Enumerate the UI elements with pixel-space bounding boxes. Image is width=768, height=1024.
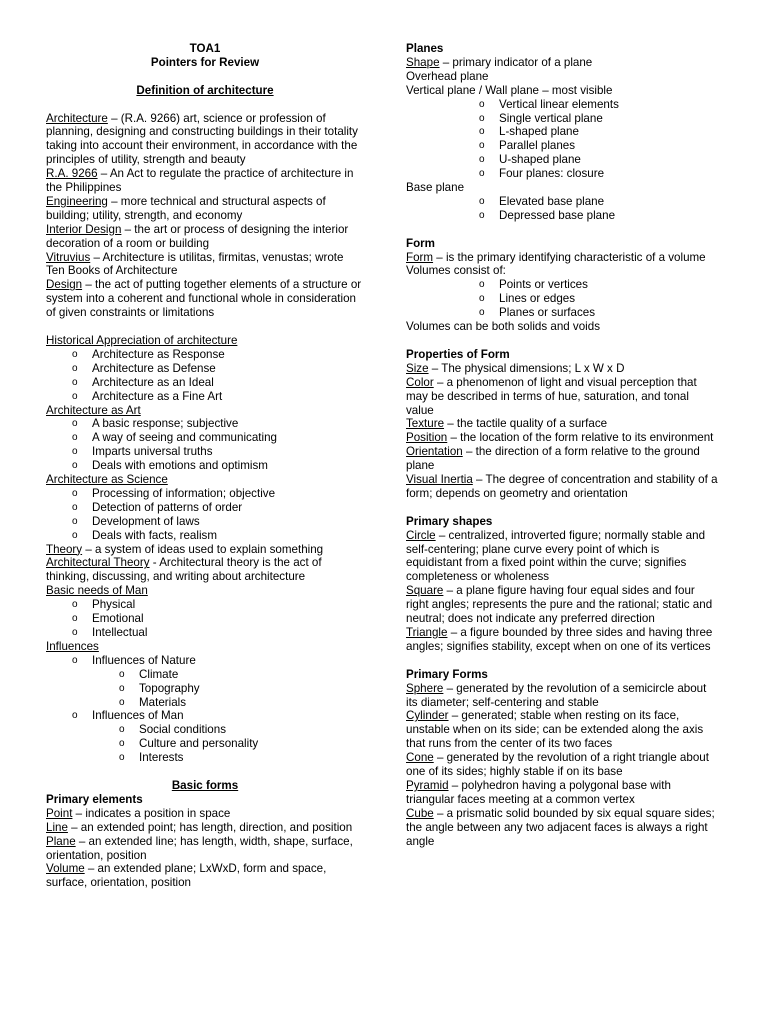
definition-item: [46, 112, 364, 168]
list-item: [406, 139, 718, 153]
bullet-icon: o: [72, 599, 78, 611]
definition-text: – an extended line; has length, width, shape, surface, orientation, position: [46, 834, 353, 862]
definition-text: – The physical dimensions; L x W x D: [428, 361, 625, 375]
definition-term: Volume: [46, 862, 85, 876]
definition-text: – a plane figure having four equal sides and four right angles; represents the pure and the rational; static and neutral; does not indicate any preferred direction: [406, 584, 713, 626]
definition-text: – polyhedron having a polygonal base with triangular faces meeting at a common vertex: [406, 778, 671, 806]
list-item-text: Vertical linear elements: [499, 97, 619, 111]
shape-term: Shape: [406, 55, 440, 69]
bullet-icon: o: [72, 654, 78, 666]
definition-text: – centralized, introverted figure; normally stable and self-centering; plane curve every point of which is equidistant from a fixed point within the curve; signifies completeness or wholeness: [406, 528, 706, 584]
bullet-icon: o: [479, 195, 485, 207]
list-item-text: Architecture as an Ideal: [92, 375, 214, 389]
list-item-text: Points or vertices: [499, 278, 588, 292]
definition-item: [46, 278, 364, 320]
definition-term: Pyramid: [406, 778, 449, 792]
definition-term: Texture: [406, 417, 445, 431]
list-item-text: Imparts universal truths: [92, 445, 213, 459]
definition-text: – more technical and structural aspects of building; utility, strength, and economy: [46, 194, 326, 222]
definition-text: – An Act to regulate the practice of architecture in the Philippines: [46, 167, 354, 195]
arch-theory-definition: [46, 556, 364, 584]
definition-item: [46, 223, 364, 251]
shape-definition: [406, 56, 718, 70]
list-item-text: Processing of information; objective: [92, 486, 276, 500]
list-item-text: Intellectual: [92, 626, 148, 640]
historical-heading: Historical Appreciation of architecture: [46, 333, 238, 347]
list-item: [406, 278, 718, 292]
definition-item: [406, 376, 718, 418]
planes-heading: Planes: [406, 42, 444, 55]
list-item: [46, 751, 364, 765]
list-item-text: Deals with facts, realism: [92, 528, 217, 542]
definition-item: [406, 626, 718, 654]
list-item: [46, 459, 364, 473]
definition-item: [406, 779, 718, 807]
influences-man: [46, 709, 364, 723]
list-item: [406, 153, 718, 167]
definition-text: – the location of the form relative to its environment: [447, 431, 714, 445]
list-item: [46, 612, 364, 626]
bullet-icon: o: [72, 362, 78, 374]
list-item-text: Interests: [139, 751, 184, 765]
definition-term: Circle: [406, 528, 436, 542]
left-column: [46, 42, 364, 890]
needs-heading: Basic needs of Man: [46, 584, 148, 598]
list-item: [46, 431, 364, 445]
definition-term: Design: [46, 278, 83, 292]
elements-list: [46, 807, 364, 890]
definition-item: [46, 167, 364, 195]
bullet-icon: o: [119, 738, 125, 750]
list-item-text: U-shaped plane: [499, 153, 581, 167]
bullet-icon: o: [72, 501, 78, 513]
theory-text: – a system of ideas used to explain something: [82, 542, 324, 556]
bullet-icon: o: [72, 348, 78, 360]
definition-item: [406, 473, 718, 501]
definition-term: Interior Design: [46, 222, 122, 236]
arch-theory-term: Architectural Theory: [46, 556, 150, 570]
shape-text: – primary indicator of a plane: [439, 55, 593, 69]
definition-item: [406, 529, 718, 585]
definition-text: – an extended plane; LxWxD, form and space, surface, orientation, position: [46, 862, 327, 890]
science-heading: Architecture as Science: [46, 473, 168, 487]
bullet-icon: o: [72, 446, 78, 458]
definition-term: Plane: [46, 834, 76, 848]
definition-text: – an extended point; has length, direction, and position: [67, 820, 353, 834]
list-item: [46, 348, 364, 362]
definition-term: Orientation: [406, 445, 463, 459]
right-column: [406, 42, 718, 849]
bullet-icon: o: [479, 154, 485, 166]
list-item-text: Materials: [139, 695, 187, 709]
definition-term: Visual Inertia: [406, 473, 473, 487]
definition-text: – generated; stable when resting on its face, unstable when on its side; can be extended along the axis that runs from the center of its two faces: [406, 709, 704, 751]
definition-text: – generated by the revolution of a right triangle about one of its sides; highly stable if on its base: [406, 751, 709, 779]
bullet-icon: o: [479, 209, 485, 221]
list-item: [46, 682, 364, 696]
definition-item: [46, 821, 364, 835]
list-item: [46, 515, 364, 529]
definition-item: [46, 195, 364, 223]
definition-text: – a prismatic solid bounded by six equal square sides; the angle between any two adjacent faces is always a right angle: [406, 806, 715, 848]
list-item-text: Depressed base plane: [499, 208, 616, 222]
form-text: – is the primary identifying characteristic of a volume: [433, 250, 706, 264]
definition-item: [406, 584, 718, 626]
definition-item: [406, 682, 718, 710]
list-item-text: Elevated base plane: [499, 194, 605, 208]
definition-term: Square: [406, 584, 444, 598]
definition-term: Line: [46, 820, 68, 834]
list-item-text: Climate: [139, 667, 179, 681]
doc-title: TOA1: [189, 42, 221, 55]
form-definition: [406, 251, 718, 265]
list-item-text: Culture and personality: [139, 737, 259, 751]
definition-item: [406, 431, 718, 445]
bullet-icon: o: [72, 529, 78, 541]
definition-item: [46, 807, 364, 821]
bullet-icon: o: [72, 376, 78, 388]
list-item-text: Architecture as Response: [92, 347, 225, 361]
bullet-icon: o: [72, 515, 78, 527]
shapes-list: [406, 529, 718, 654]
definition-term: Cone: [406, 751, 434, 765]
list-item: [406, 292, 718, 306]
bullet-icon: o: [479, 293, 485, 305]
overhead-plane: Overhead plane: [406, 69, 489, 83]
shapes-heading: Primary shapes: [406, 514, 493, 528]
theory-term: Theory: [46, 542, 83, 556]
volumes-consist: Volumes consist of:: [406, 264, 506, 278]
list-item: [406, 98, 718, 112]
historical-list: [46, 348, 364, 404]
list-item-text: Topography: [139, 681, 200, 695]
art-list: [46, 417, 364, 473]
list-item-text: Detection of patterns of order: [92, 500, 243, 514]
definition-item: [406, 709, 718, 751]
definition-term: Color: [406, 375, 434, 389]
bullet-icon: o: [72, 418, 78, 430]
list-item: [46, 390, 364, 404]
list-item-text: Influences of Man: [92, 709, 184, 723]
definition-term: Engineering: [46, 194, 108, 208]
list-item: [46, 362, 364, 376]
definition-text: – indicates a position in space: [72, 806, 231, 820]
list-item-text: Emotional: [92, 612, 144, 626]
list-item-text: Planes or surfaces: [499, 306, 596, 320]
bullet-icon: o: [72, 390, 78, 402]
list-item: [46, 668, 364, 682]
bullet-icon: o: [72, 460, 78, 472]
bullet-icon: o: [119, 724, 125, 736]
bullet-icon: o: [72, 432, 78, 444]
definition-item: [406, 445, 718, 473]
props-list: [406, 362, 718, 501]
list-item-text: Architecture as Defense: [92, 361, 216, 375]
section-heading-definition: Definition of architecture: [136, 83, 274, 97]
bullet-icon: o: [119, 696, 125, 708]
bullet-icon: o: [72, 710, 78, 722]
bullet-icon: o: [72, 487, 78, 499]
influences-nature: [46, 654, 364, 668]
nature-list: [46, 668, 364, 710]
list-item: [46, 501, 364, 515]
list-item-text: A way of seeing and communicating: [92, 431, 277, 445]
list-item: [406, 125, 718, 139]
list-item-text: Single vertical plane: [499, 111, 603, 125]
definition-term: Position: [406, 431, 448, 445]
list-item-text: Architecture as a Fine Art: [92, 389, 223, 403]
bullet-icon: o: [479, 307, 485, 319]
bullet-icon: o: [119, 752, 125, 764]
art-heading: Architecture as Art: [46, 403, 141, 417]
definition-term: Vitruvius: [46, 250, 91, 264]
forms-list: [406, 682, 718, 849]
form-term: Form: [406, 250, 434, 264]
definition-term: R.A. 9266: [46, 167, 98, 181]
vertical-list: [406, 98, 718, 181]
definition-text: – the direction of a form relative to the ground plane: [406, 445, 700, 473]
definition-term: Architecture: [46, 111, 108, 125]
doc-subtitle: Pointers for Review: [150, 55, 260, 69]
list-item: [46, 376, 364, 390]
list-item: [46, 626, 364, 640]
list-item: [46, 445, 364, 459]
list-item: [406, 112, 718, 126]
definitions-list: [46, 112, 364, 321]
bullet-icon: o: [119, 668, 125, 680]
volume-list: [406, 278, 718, 320]
base-plane: Base plane: [406, 181, 465, 195]
list-item-text: Deals with emotions and optimism: [92, 459, 268, 473]
definition-term: Cylinder: [406, 709, 449, 723]
list-item-text: Parallel planes: [499, 139, 576, 153]
list-item: [46, 598, 364, 612]
list-item-text: Development of laws: [92, 514, 200, 528]
list-item-text: Lines or edges: [499, 292, 576, 306]
bullet-icon: o: [72, 627, 78, 639]
bullet-icon: o: [119, 682, 125, 694]
needs-list: [46, 598, 364, 640]
influences-heading: Influences: [46, 639, 99, 653]
list-item-text: Influences of Nature: [92, 653, 196, 667]
vertical-plane: Vertical plane / Wall plane – most visible: [406, 83, 613, 97]
bullet-icon: o: [72, 613, 78, 625]
list-item: [406, 167, 718, 181]
definition-item: [46, 251, 364, 279]
primary-elements-heading: Primary elements: [46, 792, 143, 806]
props-heading: Properties of Form: [406, 347, 510, 361]
bullet-icon: o: [479, 112, 485, 124]
list-item: [406, 209, 718, 223]
list-item: [406, 195, 718, 209]
definition-text: – the act of putting together elements of a structure or system into a coherent and functional whole in consideration of given constraints or limitations: [46, 278, 362, 320]
list-item: [46, 737, 364, 751]
list-item: [46, 529, 364, 543]
definition-text: – The degree of concentration and stability of a form; depends on geometry and orientation: [406, 473, 718, 500]
list-item: [46, 487, 364, 501]
bullet-icon: o: [479, 279, 485, 291]
definition-item: [46, 862, 364, 890]
list-item: [46, 709, 364, 723]
definition-item: [406, 751, 718, 779]
list-item: [46, 654, 364, 668]
basic-forms-heading: Basic forms: [171, 778, 239, 792]
bullet-icon: o: [479, 98, 485, 110]
base-list: [406, 195, 718, 223]
volumes-both: Volumes can be both solids and voids: [406, 320, 600, 334]
definition-term: Cube: [406, 806, 434, 820]
definition-text: – the tactile quality of a surface: [444, 417, 608, 431]
definition-text: – (R.A. 9266) art, science or profession of planning, designing and constructing buildings in their totality taking into account their environment, in accordance with the principles of utility, strength and beauty: [46, 111, 358, 167]
list-item-text: L-shaped plane: [499, 125, 579, 139]
definition-term: Triangle: [406, 626, 448, 640]
bullet-icon: o: [479, 140, 485, 152]
arch-theory-text: - Architectural theory is the act of thinking, discussing, and writing about architecture: [46, 556, 322, 584]
list-item-text: Four planes: closure: [499, 167, 605, 181]
definition-term: Point: [46, 806, 73, 820]
bullet-icon: o: [479, 126, 485, 138]
definition-item: [406, 417, 718, 431]
bullet-icon: o: [479, 168, 485, 180]
list-item-text: Social conditions: [139, 723, 227, 737]
definition-item: [46, 835, 364, 863]
list-item: [46, 417, 364, 431]
definition-term: Size: [406, 361, 429, 375]
definition-text: – Architecture is utilitas, firmitas, venustas; wrote Ten Books of Architecture: [46, 250, 344, 278]
list-item-text: Physical: [92, 598, 136, 612]
form-heading: Form: [406, 236, 435, 250]
definition-text: – a figure bounded by three sides and having three angles; signifies stability, except when on one of its vertices: [406, 626, 713, 653]
definition-text: – a phenomenon of light and visual perception that may be described in terms of hue, saturation, and tonal value: [406, 375, 697, 417]
list-item: [406, 306, 718, 320]
man-list: [46, 723, 364, 765]
definition-item: [406, 807, 718, 849]
definition-term: Sphere: [406, 681, 444, 695]
theory-definition: [46, 543, 364, 557]
definition-text: – generated by the revolution of a semicircle about its diameter; self-centering and stable: [406, 681, 707, 709]
list-item: [46, 723, 364, 737]
list-item-text: A basic response; subjective: [92, 417, 239, 431]
science-list: [46, 487, 364, 543]
forms-heading: Primary Forms: [406, 667, 488, 681]
list-item: [46, 696, 364, 710]
definition-item: [406, 362, 718, 376]
definition-text: – the art or process of designing the interior decoration of a room or building: [46, 222, 349, 250]
